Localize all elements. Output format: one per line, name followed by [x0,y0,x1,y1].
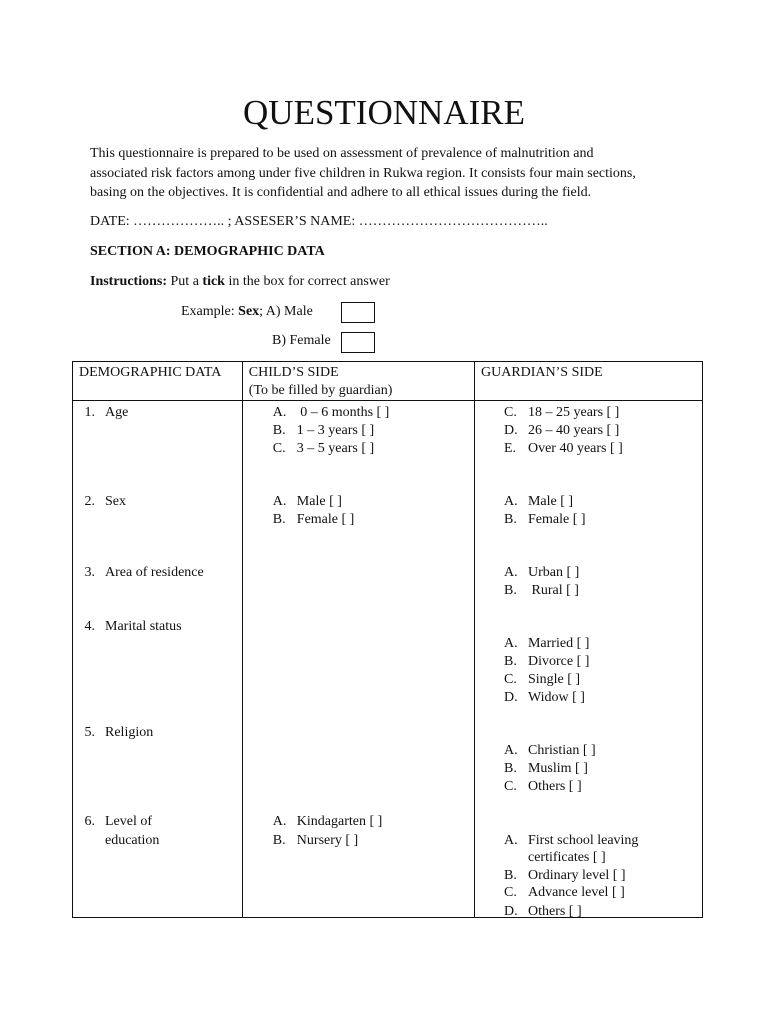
example-male: ; A) Male [259,304,313,319]
guardian-education-option[interactable]: C. Advance level [ ] [503,885,625,900]
header-guardians-side: GUARDIAN’S SIDE [474,362,702,401]
guardian-sex-option[interactable]: A. Male [ ] [503,494,574,509]
instructions-post: in the box for correct answer [224,274,390,289]
guardian-side-cell [474,401,702,918]
guardian-sex-option[interactable]: B. Female [ ] [503,512,586,527]
demographic-table [72,361,703,918]
item-age: 1. Age [84,405,129,420]
child-age-option[interactable]: B. 1 – 3 years [ ] [272,423,375,438]
example-female-checkbox[interactable] [341,332,375,353]
guardian-age-option[interactable]: D. 26 – 40 years [ ] [503,423,620,438]
child-sex-option[interactable]: B. Female [ ] [272,512,355,527]
intro-line: associated risk factors among under five children in Rukwa region. It consists four main sections, [90,165,636,181]
instructions-line [90,273,390,291]
intro-line: This questionnaire is prepared to be used on assessment of prevalence of malnutrition and [90,146,594,161]
guardian-education-option-continued: certificates [ ] [527,850,606,865]
item-religion: 5. Religion [84,725,154,740]
header-childs-side: CHILD’S SIDE (To be filled by guardian) [242,362,474,401]
guardian-marital-option[interactable]: D. Widow [ ] [503,690,585,705]
guardian-religion-option[interactable]: A. Christian [ ] [503,743,596,758]
header-demographic-data: DEMOGRAPHIC DATA [73,362,243,401]
guardian-education-option[interactable]: B. Ordinary level [ ] [503,868,626,883]
guardian-religion-option[interactable]: B. Muslim [ ] [503,761,588,776]
guardian-residence-option[interactable]: B. Rural [ ] [503,583,579,598]
guardian-religion-option[interactable]: C. Others [ ] [503,779,582,794]
example-sex: Sex [238,304,260,319]
item-level-of-education: 6. Level of [84,814,153,829]
example-male-checkbox[interactable] [341,302,375,323]
guardian-education-option[interactable]: A. First school leaving [503,833,639,848]
guardian-marital-option[interactable]: B. Divorce [ ] [503,654,590,669]
guardian-marital-option[interactable]: C. Single [ ] [503,672,581,687]
child-age-option[interactable]: A. 0 – 6 months [ ] [272,405,390,420]
table-body-row [73,401,703,918]
demographic-items-cell [73,401,243,918]
intro-line: basing on the objectives. It is confidential and adhere to all ethical issues during the field. [90,185,592,200]
table-header-row [73,362,703,401]
page-title: QUESTIONNAIRE [243,93,525,132]
example-label: Example: [181,304,239,319]
example-female: B) Female [272,333,331,348]
instructions-bold: tick [202,274,225,289]
item-level-of-education-line2: education [105,833,160,848]
guardian-residence-option[interactable]: A. Urban [ ] [503,565,580,580]
child-sex-option[interactable]: A. Male [ ] [272,494,342,509]
child-education-option[interactable]: A. Kindagarten [ ] [272,814,383,829]
intro-paragraph [90,144,700,203]
example-line-a [181,303,313,321]
section-title: SECTION A: DEMOGRAPHIC DATA [90,244,325,259]
child-side-cell [242,401,474,918]
instructions-label: Instructions: [90,274,168,289]
guardian-age-option[interactable]: C. 18 – 25 years [ ] [503,405,620,420]
item-marital-status: 4. Marital status [84,619,182,634]
instructions-pre: Put a [167,274,203,289]
guardian-marital-option[interactable]: A. Married [ ] [503,636,590,651]
guardian-education-option[interactable]: D. Others [ ] [503,904,582,919]
item-area-of-residence: 3. Area of residence [84,565,204,580]
child-age-option[interactable]: C. 3 – 5 years [ ] [272,441,375,456]
date-assessor-line: DATE: ……………….. ; ASSESER’S NAME: ………………………………….. [90,214,548,229]
guardian-age-option[interactable]: E. Over 40 years [ ] [503,441,623,456]
item-sex: 2. Sex [84,494,126,509]
child-education-option[interactable]: B. Nursery [ ] [272,833,359,848]
